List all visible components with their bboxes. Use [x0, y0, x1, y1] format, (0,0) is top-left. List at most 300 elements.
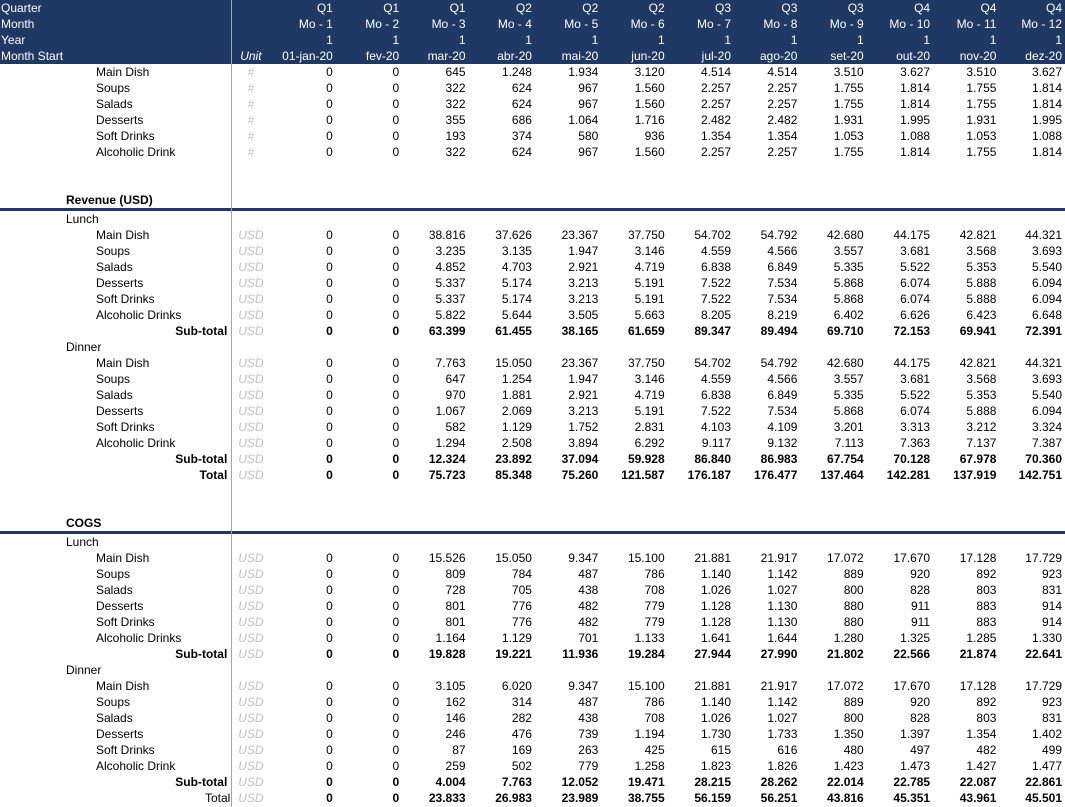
- value-cell[interactable]: 1.814: [900, 145, 931, 159]
- value-cell[interactable]: 4.719: [634, 260, 665, 274]
- value-cell[interactable]: 0: [326, 388, 333, 402]
- empty-cell[interactable]: [270, 160, 336, 176]
- value-cell[interactable]: 23.892: [495, 452, 532, 466]
- value-cell[interactable]: 1.934: [568, 65, 599, 79]
- row-label[interactable]: Salads: [96, 583, 133, 597]
- value-cell[interactable]: 786: [644, 567, 665, 581]
- value-cell[interactable]: 0: [326, 711, 333, 725]
- row-label[interactable]: Alcoholic Drinks: [96, 308, 182, 322]
- value-cell[interactable]: 828: [910, 583, 931, 597]
- value-cell[interactable]: 1.755: [833, 97, 864, 111]
- value-cell[interactable]: 355: [445, 113, 466, 127]
- value-cell[interactable]: 580: [578, 129, 599, 143]
- empty-cell[interactable]: [800, 483, 866, 499]
- value-cell[interactable]: 1.560: [634, 97, 665, 111]
- empty-cell[interactable]: [999, 176, 1065, 192]
- value-cell[interactable]: 0: [392, 129, 400, 143]
- empty-cell[interactable]: [668, 515, 734, 533]
- value-cell[interactable]: 487: [578, 695, 599, 709]
- empty-cell[interactable]: [535, 339, 601, 355]
- value-cell[interactable]: 5.174: [501, 276, 532, 290]
- value-cell[interactable]: 4.566: [767, 244, 798, 258]
- value-cell[interactable]: 1: [601, 32, 667, 48]
- empty-cell[interactable]: [734, 339, 800, 355]
- value-cell[interactable]: 1.088: [1031, 129, 1062, 143]
- row-label[interactable]: Soft Drinks: [96, 743, 155, 757]
- value-cell[interactable]: 21.917: [760, 551, 798, 565]
- empty-cell[interactable]: [867, 176, 933, 192]
- empty-cell[interactable]: [270, 533, 336, 551]
- value-cell[interactable]: 6.838: [700, 260, 732, 274]
- value-cell[interactable]: 3.557: [833, 372, 864, 386]
- group-label[interactable]: Dinner: [66, 340, 102, 354]
- value-cell[interactable]: 1.140: [700, 567, 732, 581]
- empty-cell[interactable]: [867, 662, 933, 678]
- value-cell[interactable]: 0: [392, 308, 400, 322]
- value-cell[interactable]: 1.427: [966, 759, 997, 773]
- value-cell[interactable]: Mo - 9: [800, 16, 866, 32]
- value-cell[interactable]: 0: [392, 228, 400, 242]
- value-cell[interactable]: jul-20: [668, 48, 734, 64]
- value-cell[interactable]: 487: [578, 567, 599, 581]
- empty-cell[interactable]: [336, 533, 402, 551]
- value-cell[interactable]: 482: [578, 599, 599, 613]
- unit-cell[interactable]: #: [247, 145, 255, 159]
- empty-cell[interactable]: [800, 515, 866, 533]
- value-cell[interactable]: 776: [511, 615, 532, 629]
- value-cell[interactable]: 6.094: [1031, 292, 1062, 306]
- row-label[interactable]: Soft Drinks: [96, 292, 155, 306]
- empty-cell[interactable]: [402, 662, 468, 678]
- empty-cell[interactable]: [734, 210, 800, 228]
- value-cell[interactable]: 705: [511, 583, 532, 597]
- empty-cell[interactable]: [999, 192, 1065, 210]
- unit-cell[interactable]: USD: [238, 679, 264, 693]
- value-cell[interactable]: 4.004: [435, 775, 466, 789]
- empty-cell[interactable]: [668, 533, 734, 551]
- value-cell[interactable]: 17.072: [827, 679, 864, 693]
- unit-cell[interactable]: USD: [238, 647, 264, 661]
- value-cell[interactable]: 0: [392, 292, 400, 306]
- value-cell[interactable]: 0: [392, 727, 400, 741]
- value-cell[interactable]: 3.627: [900, 65, 931, 79]
- value-cell[interactable]: 883: [976, 615, 997, 629]
- value-cell[interactable]: 1.402: [1031, 727, 1062, 741]
- empty-cell[interactable]: [800, 339, 866, 355]
- value-cell[interactable]: 1: [734, 32, 800, 48]
- value-cell[interactable]: 0: [326, 567, 333, 581]
- empty-cell[interactable]: [999, 483, 1065, 499]
- row-label[interactable]: Sub-total: [175, 324, 228, 338]
- value-cell[interactable]: 26.983: [495, 791, 532, 805]
- value-cell[interactable]: 1.755: [966, 81, 997, 95]
- empty-cell[interactable]: [270, 499, 336, 515]
- value-cell[interactable]: 0: [326, 244, 333, 258]
- value-cell[interactable]: 1: [800, 32, 866, 48]
- value-cell[interactable]: Mo - 4: [469, 16, 535, 32]
- row-label[interactable]: Soft Drinks: [96, 129, 155, 143]
- value-cell[interactable]: 967: [578, 97, 599, 111]
- value-cell[interactable]: 1.053: [966, 129, 997, 143]
- value-cell[interactable]: 3.201: [833, 420, 864, 434]
- value-cell[interactable]: 6.292: [634, 436, 665, 450]
- value-cell[interactable]: 920: [910, 567, 931, 581]
- value-cell[interactable]: 2.482: [700, 113, 732, 127]
- value-cell[interactable]: 1: [402, 32, 468, 48]
- empty-cell[interactable]: [270, 210, 336, 228]
- value-cell[interactable]: 15.050: [495, 356, 532, 370]
- value-cell[interactable]: 87: [452, 743, 466, 757]
- value-cell[interactable]: 3.693: [1031, 372, 1062, 386]
- unit-cell[interactable]: USD: [238, 567, 264, 581]
- value-cell[interactable]: 162: [445, 695, 466, 709]
- empty-cell[interactable]: [668, 483, 734, 499]
- value-cell[interactable]: 1: [867, 32, 933, 48]
- value-cell[interactable]: 1.560: [634, 145, 665, 159]
- empty-cell[interactable]: [601, 192, 667, 210]
- empty-cell[interactable]: [800, 210, 866, 228]
- value-cell[interactable]: 44.321: [1025, 356, 1062, 370]
- value-cell[interactable]: 0: [326, 129, 333, 143]
- value-cell[interactable]: 137.464: [820, 468, 864, 482]
- value-cell[interactable]: 54.702: [694, 228, 732, 242]
- value-cell[interactable]: 809: [445, 567, 466, 581]
- value-cell[interactable]: 45.501: [1025, 791, 1062, 805]
- value-cell[interactable]: Q2: [601, 0, 667, 16]
- value-cell[interactable]: 1.814: [1031, 145, 1062, 159]
- value-cell[interactable]: 0: [392, 145, 400, 159]
- value-cell[interactable]: Q4: [933, 0, 999, 16]
- value-cell[interactable]: 8.205: [700, 308, 732, 322]
- empty-cell[interactable]: [0, 160, 232, 176]
- unit-cell[interactable]: USD: [238, 388, 264, 402]
- value-cell[interactable]: 647: [445, 372, 466, 386]
- value-cell[interactable]: 2.831: [634, 420, 665, 434]
- value-cell[interactable]: 0: [326, 759, 333, 773]
- value-cell[interactable]: 920: [910, 695, 931, 709]
- value-cell[interactable]: 1.129: [501, 631, 532, 645]
- empty-cell[interactable]: [232, 483, 269, 499]
- value-cell[interactable]: 4.566: [767, 372, 798, 386]
- value-cell[interactable]: 499: [1041, 743, 1062, 757]
- value-cell[interactable]: 0: [326, 228, 333, 242]
- value-cell[interactable]: 6.849: [767, 388, 798, 402]
- empty-cell[interactable]: [867, 515, 933, 533]
- value-cell[interactable]: 0: [392, 599, 400, 613]
- value-cell[interactable]: 0: [392, 372, 400, 386]
- value-cell[interactable]: 923: [1041, 695, 1062, 709]
- value-cell[interactable]: 4.703: [501, 260, 532, 274]
- row-label[interactable]: Total: [199, 468, 228, 482]
- value-cell[interactable]: Mo - 1: [270, 16, 336, 32]
- value-cell[interactable]: 86.840: [694, 452, 732, 466]
- unit-cell[interactable]: USD: [238, 631, 264, 645]
- value-cell[interactable]: 0: [326, 372, 333, 386]
- value-cell[interactable]: 4.103: [700, 420, 732, 434]
- value-cell[interactable]: 44.175: [893, 356, 931, 370]
- value-cell[interactable]: 38.755: [627, 791, 665, 805]
- unit-cell[interactable]: [232, 16, 269, 32]
- value-cell[interactable]: 0: [326, 81, 333, 95]
- empty-cell[interactable]: [535, 515, 601, 533]
- value-cell[interactable]: 67.978: [959, 452, 997, 466]
- empty-cell[interactable]: [800, 662, 866, 678]
- empty-cell[interactable]: [469, 160, 535, 176]
- empty-cell[interactable]: [668, 192, 734, 210]
- value-cell[interactable]: 3.212: [966, 420, 997, 434]
- value-cell[interactable]: 6.020: [501, 679, 532, 693]
- value-cell[interactable]: 0: [392, 420, 400, 434]
- unit-cell[interactable]: USD: [238, 308, 264, 322]
- value-cell[interactable]: 89.494: [760, 324, 798, 338]
- value-cell[interactable]: 0: [326, 324, 333, 338]
- unit-cell[interactable]: [232, 0, 269, 16]
- value-cell[interactable]: 1: [336, 32, 402, 48]
- value-cell[interactable]: 54.702: [694, 356, 732, 370]
- value-cell[interactable]: 0: [392, 260, 400, 274]
- value-cell[interactable]: 3.235: [435, 244, 466, 258]
- value-cell[interactable]: 880: [843, 615, 864, 629]
- value-cell[interactable]: 6.626: [900, 308, 931, 322]
- empty-cell[interactable]: [867, 499, 933, 515]
- empty-cell[interactable]: [933, 210, 999, 228]
- empty-cell[interactable]: [336, 176, 402, 192]
- value-cell[interactable]: 438: [578, 583, 599, 597]
- value-cell[interactable]: 86.983: [760, 452, 798, 466]
- row-label[interactable]: Soft Drinks: [96, 615, 155, 629]
- value-cell[interactable]: 801: [445, 615, 466, 629]
- unit-cell[interactable]: Unit: [232, 48, 269, 64]
- value-cell[interactable]: 624: [511, 145, 532, 159]
- value-cell[interactable]: 17.128: [959, 551, 997, 565]
- value-cell[interactable]: 3.568: [966, 244, 997, 258]
- value-cell[interactable]: 42.821: [959, 356, 997, 370]
- empty-cell[interactable]: [535, 483, 601, 499]
- row-label[interactable]: Soft Drinks: [96, 420, 155, 434]
- empty-cell[interactable]: [734, 662, 800, 678]
- value-cell[interactable]: 728: [445, 583, 466, 597]
- value-cell[interactable]: 01-jan-20: [270, 48, 336, 64]
- value-cell[interactable]: 6.074: [900, 292, 931, 306]
- row-label[interactable]: Salads: [96, 711, 133, 725]
- value-cell[interactable]: 43.961: [959, 791, 997, 805]
- value-cell[interactable]: 3.505: [568, 308, 599, 322]
- row-label[interactable]: Soups: [96, 81, 131, 95]
- value-cell[interactable]: 3.324: [1031, 420, 1062, 434]
- value-cell[interactable]: 0: [326, 791, 333, 805]
- value-cell[interactable]: 5.337: [435, 276, 466, 290]
- unit-cell[interactable]: #: [247, 65, 255, 79]
- unit-cell[interactable]: USD: [238, 436, 264, 450]
- value-cell[interactable]: 1.129: [501, 420, 532, 434]
- value-cell[interactable]: 2.508: [501, 436, 532, 450]
- unit-cell[interactable]: USD: [238, 583, 264, 597]
- value-cell[interactable]: 624: [511, 97, 532, 111]
- value-cell[interactable]: 137.919: [953, 468, 997, 482]
- value-cell[interactable]: 1.473: [900, 759, 931, 773]
- value-cell[interactable]: 3.120: [634, 65, 665, 79]
- value-cell[interactable]: 2.257: [700, 145, 732, 159]
- value-cell[interactable]: 176.187: [687, 468, 732, 482]
- value-cell[interactable]: 3.510: [833, 65, 864, 79]
- value-cell[interactable]: 4.514: [700, 65, 732, 79]
- value-cell[interactable]: 72.153: [893, 324, 931, 338]
- value-cell[interactable]: 425: [644, 743, 665, 757]
- value-cell[interactable]: 22.785: [893, 775, 931, 789]
- value-cell[interactable]: 0: [326, 420, 333, 434]
- row-label[interactable]: Main Dish: [96, 228, 150, 242]
- value-cell[interactable]: 22.566: [893, 647, 931, 661]
- value-cell[interactable]: 779: [644, 599, 665, 613]
- value-cell[interactable]: 6.074: [900, 276, 931, 290]
- empty-cell[interactable]: [668, 176, 734, 192]
- value-cell[interactable]: 5.540: [1031, 260, 1062, 274]
- empty-cell[interactable]: [867, 533, 933, 551]
- value-cell[interactable]: 27.944: [694, 647, 732, 661]
- value-cell[interactable]: 6.648: [1031, 308, 1062, 322]
- row-label[interactable]: Soups: [96, 372, 131, 386]
- value-cell[interactable]: 22.861: [1025, 775, 1062, 789]
- value-cell[interactable]: ago-20: [734, 48, 800, 64]
- value-cell[interactable]: 5.335: [833, 260, 864, 274]
- empty-cell[interactable]: [601, 160, 667, 176]
- value-cell[interactable]: 0: [392, 711, 400, 725]
- unit-cell[interactable]: #: [247, 113, 255, 127]
- value-cell[interactable]: 69.710: [827, 324, 864, 338]
- value-cell[interactable]: 967: [578, 145, 599, 159]
- value-cell[interactable]: 615: [710, 743, 732, 757]
- value-cell[interactable]: 1.130: [767, 615, 798, 629]
- value-cell[interactable]: 322: [445, 81, 466, 95]
- empty-cell[interactable]: [734, 176, 800, 192]
- value-cell[interactable]: 0: [326, 775, 333, 789]
- value-cell[interactable]: 1.350: [833, 727, 864, 741]
- value-cell[interactable]: 61.455: [495, 324, 532, 338]
- empty-cell[interactable]: [336, 192, 402, 210]
- value-cell[interactable]: 645: [445, 65, 466, 79]
- row-label[interactable]: Desserts: [96, 276, 144, 290]
- value-cell[interactable]: 1.142: [767, 695, 798, 709]
- value-cell[interactable]: 85.348: [495, 468, 532, 482]
- value-cell[interactable]: 3.213: [568, 292, 599, 306]
- value-cell[interactable]: 23.367: [561, 356, 599, 370]
- row-label[interactable]: Desserts: [96, 599, 144, 613]
- value-cell[interactable]: 5.174: [501, 292, 532, 306]
- value-cell[interactable]: 3.568: [966, 372, 997, 386]
- value-cell[interactable]: 63.399: [428, 324, 466, 338]
- value-cell[interactable]: 3.213: [568, 404, 599, 418]
- value-cell[interactable]: 831: [1041, 583, 1062, 597]
- value-cell[interactable]: Q2: [535, 0, 601, 16]
- value-cell[interactable]: 314: [511, 695, 532, 709]
- value-cell[interactable]: 1.140: [700, 695, 732, 709]
- value-cell[interactable]: 1.560: [634, 81, 665, 95]
- value-cell[interactable]: 6.074: [900, 404, 931, 418]
- value-cell[interactable]: 17.128: [959, 679, 997, 693]
- value-cell[interactable]: 142.751: [1018, 468, 1062, 482]
- value-cell[interactable]: 1.133: [634, 631, 665, 645]
- empty-cell[interactable]: [402, 192, 468, 210]
- value-cell[interactable]: 482: [578, 615, 599, 629]
- value-cell[interactable]: 801: [445, 599, 466, 613]
- empty-cell[interactable]: [601, 499, 667, 515]
- value-cell[interactable]: 0: [392, 631, 400, 645]
- value-cell[interactable]: 803: [976, 583, 997, 597]
- empty-cell[interactable]: [232, 662, 269, 678]
- value-cell[interactable]: 1.730: [700, 727, 732, 741]
- empty-cell[interactable]: [402, 210, 468, 228]
- value-cell[interactable]: 0: [326, 679, 333, 693]
- value-cell[interactable]: 800: [843, 711, 864, 725]
- value-cell[interactable]: 0: [326, 356, 333, 370]
- empty-cell[interactable]: [402, 339, 468, 355]
- value-cell[interactable]: out-20: [867, 48, 933, 64]
- value-cell[interactable]: 0: [326, 599, 333, 613]
- value-cell[interactable]: 45.351: [893, 791, 931, 805]
- value-cell[interactable]: Q1: [402, 0, 468, 16]
- value-cell[interactable]: 9.347: [568, 679, 599, 693]
- value-cell[interactable]: 56.251: [760, 791, 798, 805]
- empty-cell[interactable]: [933, 192, 999, 210]
- value-cell[interactable]: 970: [445, 388, 466, 402]
- value-cell[interactable]: Q4: [867, 0, 933, 16]
- value-cell[interactable]: 1: [999, 32, 1065, 48]
- unit-cell[interactable]: USD: [238, 711, 264, 725]
- value-cell[interactable]: 1.164: [435, 631, 466, 645]
- empty-cell[interactable]: [402, 176, 468, 192]
- empty-cell[interactable]: [469, 533, 535, 551]
- empty-cell[interactable]: [336, 662, 402, 678]
- value-cell[interactable]: Q3: [668, 0, 734, 16]
- row-label[interactable]: Sub-total: [175, 775, 228, 789]
- row-label[interactable]: Alcoholic Drink: [96, 145, 176, 159]
- value-cell[interactable]: 0: [392, 775, 400, 789]
- unit-cell[interactable]: #: [247, 81, 255, 95]
- value-cell[interactable]: 61.659: [627, 324, 665, 338]
- value-cell[interactable]: 75.260: [561, 468, 599, 482]
- row-label[interactable]: Main Dish: [96, 65, 150, 79]
- value-cell[interactable]: 22.087: [959, 775, 997, 789]
- value-cell[interactable]: 5.822: [435, 308, 466, 322]
- value-cell[interactable]: 37.094: [561, 452, 599, 466]
- empty-cell[interactable]: [336, 339, 402, 355]
- value-cell[interactable]: 5.868: [833, 404, 864, 418]
- value-cell[interactable]: 739: [578, 727, 599, 741]
- value-cell[interactable]: Q4: [999, 0, 1065, 16]
- empty-cell[interactable]: [999, 499, 1065, 515]
- value-cell[interactable]: 5.353: [966, 388, 997, 402]
- empty-cell[interactable]: [535, 192, 601, 210]
- value-cell[interactable]: 0: [392, 356, 400, 370]
- value-cell[interactable]: 892: [976, 695, 997, 709]
- row-label[interactable]: Month Start: [0, 48, 232, 64]
- value-cell[interactable]: 2.257: [767, 97, 798, 111]
- unit-cell[interactable]: USD: [238, 791, 264, 805]
- empty-cell[interactable]: [800, 176, 866, 192]
- value-cell[interactable]: 911: [910, 615, 931, 629]
- value-cell[interactable]: 1.294: [435, 436, 466, 450]
- value-cell[interactable]: 1.947: [568, 244, 599, 258]
- value-cell[interactable]: 5.888: [966, 292, 997, 306]
- empty-cell[interactable]: [402, 515, 468, 533]
- section-header-label[interactable]: Revenue (USD): [0, 192, 232, 210]
- empty-cell[interactable]: [867, 210, 933, 228]
- empty-cell[interactable]: [999, 210, 1065, 228]
- value-cell[interactable]: nov-20: [933, 48, 999, 64]
- value-cell[interactable]: 497: [910, 743, 931, 757]
- value-cell[interactable]: 4.852: [435, 260, 466, 274]
- empty-cell[interactable]: [469, 210, 535, 228]
